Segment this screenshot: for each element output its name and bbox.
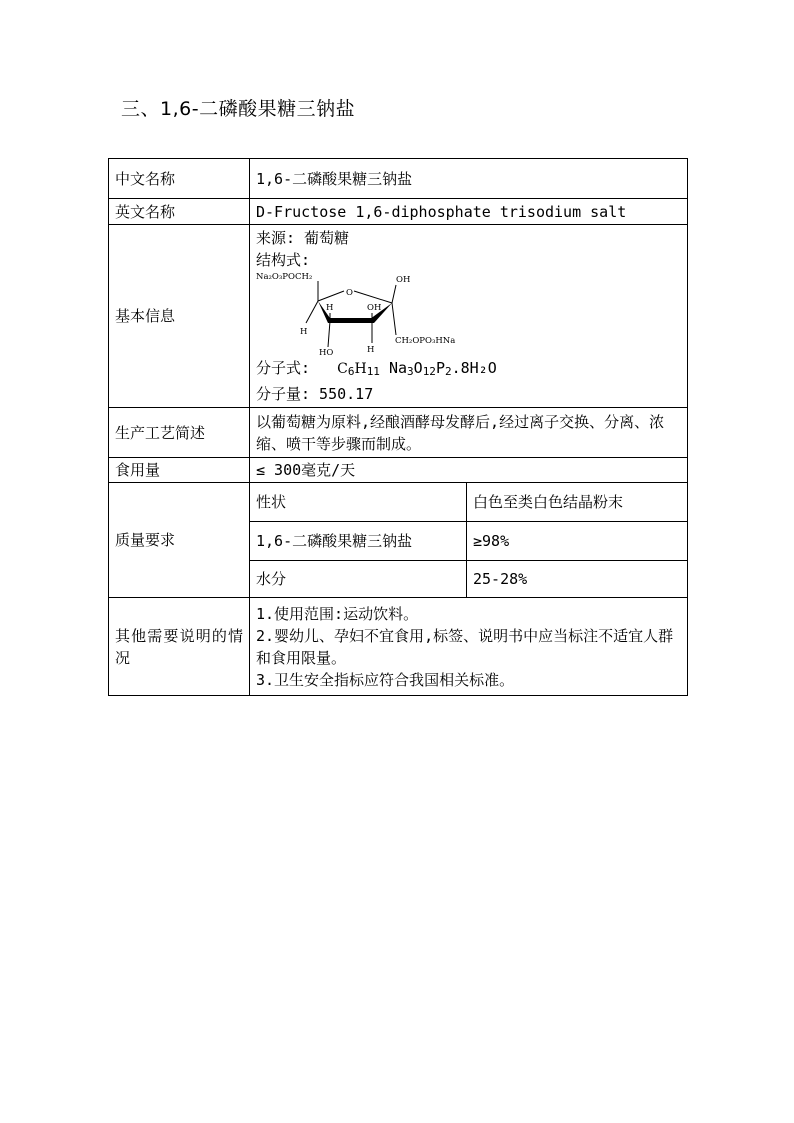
value-basic-info [250, 225, 688, 408]
info-table [108, 158, 688, 696]
page-title: 三、1,6-二磷酸果糖三钠盐 [121, 98, 356, 120]
struct-label-ch2: CH₂OPO₃HNa [395, 336, 456, 346]
struct-label-ring-o: O [346, 288, 353, 298]
formula-h-n: 11 [366, 365, 380, 378]
row-basic-info [109, 225, 688, 408]
formula-o: O [413, 359, 423, 377]
formula-water: .8H₂O [451, 359, 497, 377]
struct-label-oh-top: OH [396, 275, 411, 285]
quality-item-value: 25-28% [467, 561, 688, 598]
struct-label-ho-bottom: HO [319, 348, 334, 357]
quality-item-value: 白色至类白色结晶粉末 [467, 483, 688, 522]
value-process: 以葡萄糖为原料,经酿酒酵母发酵后,经过离子交换、分离、浓缩、喷干等步骤而制成。 [250, 408, 688, 458]
formula-h: H [354, 361, 367, 377]
molecular-formula [256, 357, 681, 383]
formula-p: P [435, 359, 445, 377]
struct-label-top-left: Na₂O₃POCH₂ [256, 272, 313, 282]
label-quality: 质量要求 [109, 483, 250, 598]
formula-p-n: 2 [444, 365, 452, 378]
label-other: 其他需要说明的情况 [109, 598, 250, 696]
value-english-name: D-Fructose 1,6-diphosphate trisodium salt [250, 199, 688, 225]
struct-label-h-bottom: H [367, 345, 375, 355]
row-dosage [109, 458, 688, 483]
label-english-name: 英文名称 [109, 199, 250, 225]
value-chinese-name: 1,6-二磷酸果糖三钠盐 [250, 159, 688, 199]
row-english-name [109, 199, 688, 225]
structural-formula [256, 271, 476, 357]
formula-label: 分子式: [256, 359, 311, 377]
label-dosage: 食用量 [109, 458, 250, 483]
label-chinese-name: 中文名称 [109, 159, 250, 199]
struct-label-h-inner: H [326, 303, 334, 313]
formula-c-n: 6 [347, 365, 355, 378]
row-process [109, 408, 688, 458]
label-basic-info: 基本信息 [109, 225, 250, 408]
formula-c: C [337, 361, 348, 377]
structure-label: 结构式: [256, 251, 311, 269]
other-line: 2.婴幼儿、孕妇不宜食用,标签、说明书中应当标注不适宜人群和食用限量。 [256, 626, 674, 667]
quality-row [109, 483, 688, 522]
formula-na: Na [388, 359, 408, 377]
quality-item-name: 性状 [250, 483, 467, 522]
formula-na-n: 3 [407, 365, 414, 378]
row-other [109, 598, 688, 696]
value-dosage: ≤ 300毫克/天 [250, 458, 688, 483]
row-chinese-name [109, 159, 688, 199]
other-line: 3.卫生安全指标应符合我国相关标准。 [256, 670, 515, 689]
molecular-mass: 分子量: 550.17 [256, 385, 374, 403]
formula-o-n: 12 [422, 365, 436, 378]
other-line: 1.使用范围:运动饮料。 [256, 604, 419, 623]
source-text: 来源: 葡萄糖 [256, 229, 350, 247]
struct-label-h-left: H [300, 327, 308, 337]
value-other [250, 598, 688, 696]
quality-item-name: 1,6-二磷酸果糖三钠盐 [250, 522, 467, 561]
quality-item-name: 水分 [250, 561, 467, 598]
quality-item-value: ≥98% [467, 522, 688, 561]
struct-label-oh-inner: OH [367, 303, 382, 313]
label-process: 生产工艺简述 [109, 408, 250, 458]
